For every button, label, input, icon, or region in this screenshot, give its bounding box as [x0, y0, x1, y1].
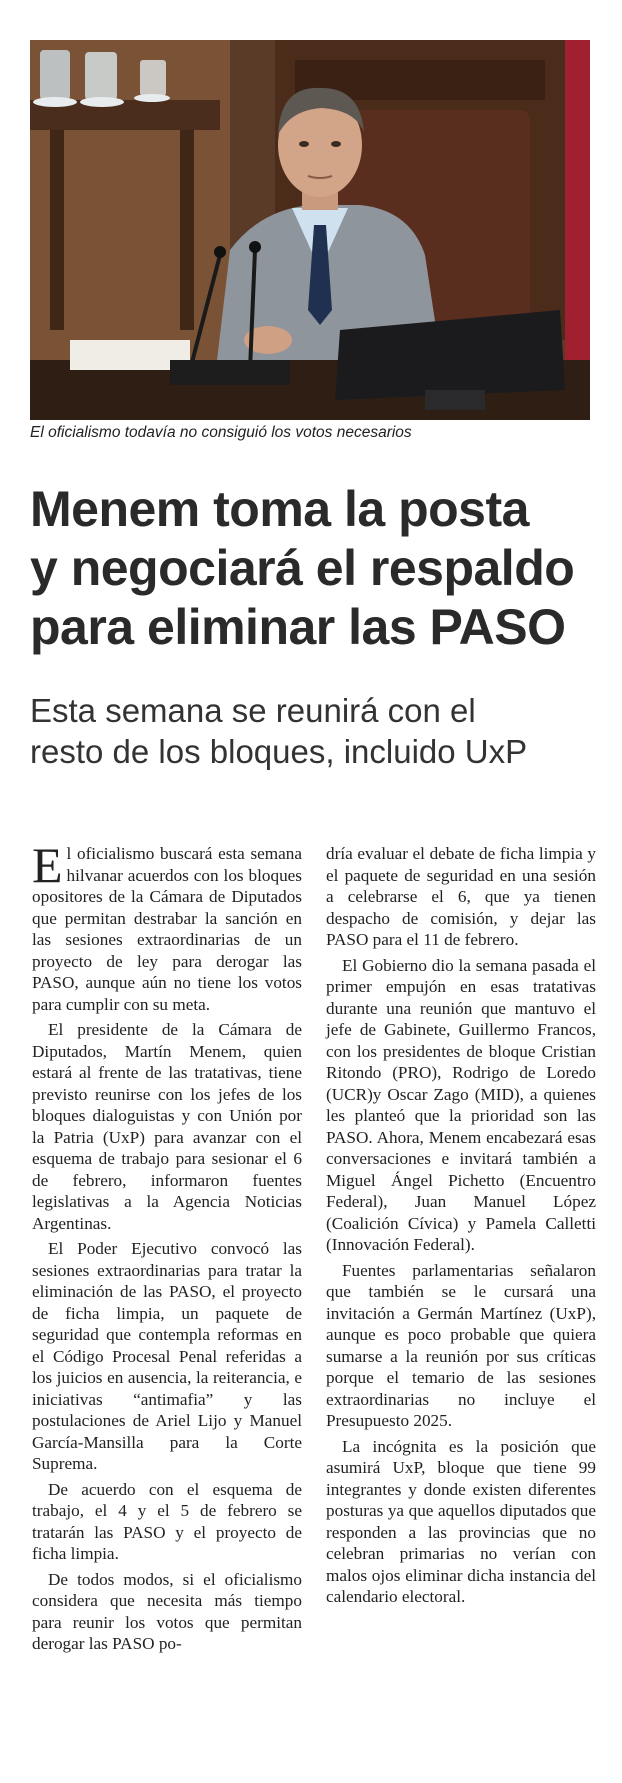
article-paragraph: De todos modos, si el oficialismo considera que necesita más tiempo para reunir los votos que permitan derogar las PASO po- — [32, 1569, 302, 1653]
photo-caption: El oficialismo todavía no consiguió los votos necesarios — [30, 424, 412, 441]
subheadline-line: resto de los bloques, incluido UxP — [30, 733, 528, 770]
headline-line: Menem toma la posta — [30, 481, 529, 537]
article-paragraph: Fuentes parlamentarias señalaron que también se le cursará una invitación a Germán Martínez (UxP), aunque es poco probable que quiera sumarse a la reunión por sus críticas porque el temario de las sesiones extraordinarias no incluye el Presupuesto 2025. — [326, 1260, 596, 1430]
headline-line: para eliminar las PASO — [30, 599, 566, 655]
article-column-left — [32, 837, 302, 1659]
article-headline — [30, 480, 600, 657]
article-paragraph: El presidente de la Cámara de Diputados, Martín Menem, quien estará al frente de las tratativas, tiene previsto reunirse con los jefes de los bloques dialoguistas y con Unión por la Patria (UxP) para avanzar con el esquema de trabajo para sesionar el 6 de febrero, informaron fuentes legislativas a la Agencia Noticias Argentinas. — [32, 1020, 302, 1233]
article-paragraph: El Gobierno dio la semana pasada el primer empujón en esas tratativas durante una reunión que mantuvo el jefe de Gabinete, Guillermo Francos, con los presidentes de bloque Cristian Ritondo (PRO), Rodrigo de Loredo (UCR)y Oscar Zago (MID), a quienes les planteó que la prioridad son las PASO. Ahora, Menem encabezará esas conversaciones e invitará también a Miguel Ángel Pichetto (Encuentro Federal), Juan Manuel López (Coalición Cívica) y Pamela Calletti (Innovación Federal). — [326, 955, 596, 1254]
article-paragraph: De acuerdo con el esquema de trabajo, el 4 y el 5 de febrero se tratarán las PASO y el proyecto de ficha limpia. — [32, 1479, 302, 1563]
article-paragraph: El oficialismo buscará esta semana hilvanar acuerdos con los bloques opositores de la Cámara de Diputados que permitan destrabar la sanción en las sesiones extraordinarias de un proyecto de ley para derogar las PASO, aunque aún no tiene los votos para cumplir con su meta. — [32, 837, 302, 1014]
article-photo — [30, 40, 590, 420]
article-paragraph: El Poder Ejecutivo convocó las sesiones extraordinarias para tratar la eliminación de las PASO, el proyecto de ficha limpia, un paquete de seguridad que contempla reformas en el Código Procesal Penal referidas a los juicios en ausencia, la reiterancia, e iniciativas “antimafia” y las postulaciones de Ariel Lijo y Manuel García-Mansilla para la Corte Suprema. — [32, 1239, 302, 1473]
article-column-right — [326, 843, 596, 1612]
drop-cap: E — [32, 837, 63, 893]
article-paragraph: dría evaluar el debate de ficha limpia y el paquete de seguridad en una sesión a celebrarse el 6, que ya tienen despacho de comisión, y dejar las PASO para el 11 de febrero. — [326, 844, 596, 949]
article-subheadline — [30, 690, 600, 772]
headline-line: y negociará el respaldo — [30, 540, 575, 596]
photo-of-legislator-at-desk — [30, 40, 590, 420]
subheadline-line: Esta semana se reunirá con el — [30, 692, 476, 729]
article-paragraph: La incógnita es la posición que asumirá UxP, bloque que tiene 99 integrantes y donde existen diferentes posturas ya que aquellos diputados que responden a las provincias que no celebran primarias no verían con malos ojos eliminar dicha instancia del calendario electoral. — [326, 1436, 596, 1606]
